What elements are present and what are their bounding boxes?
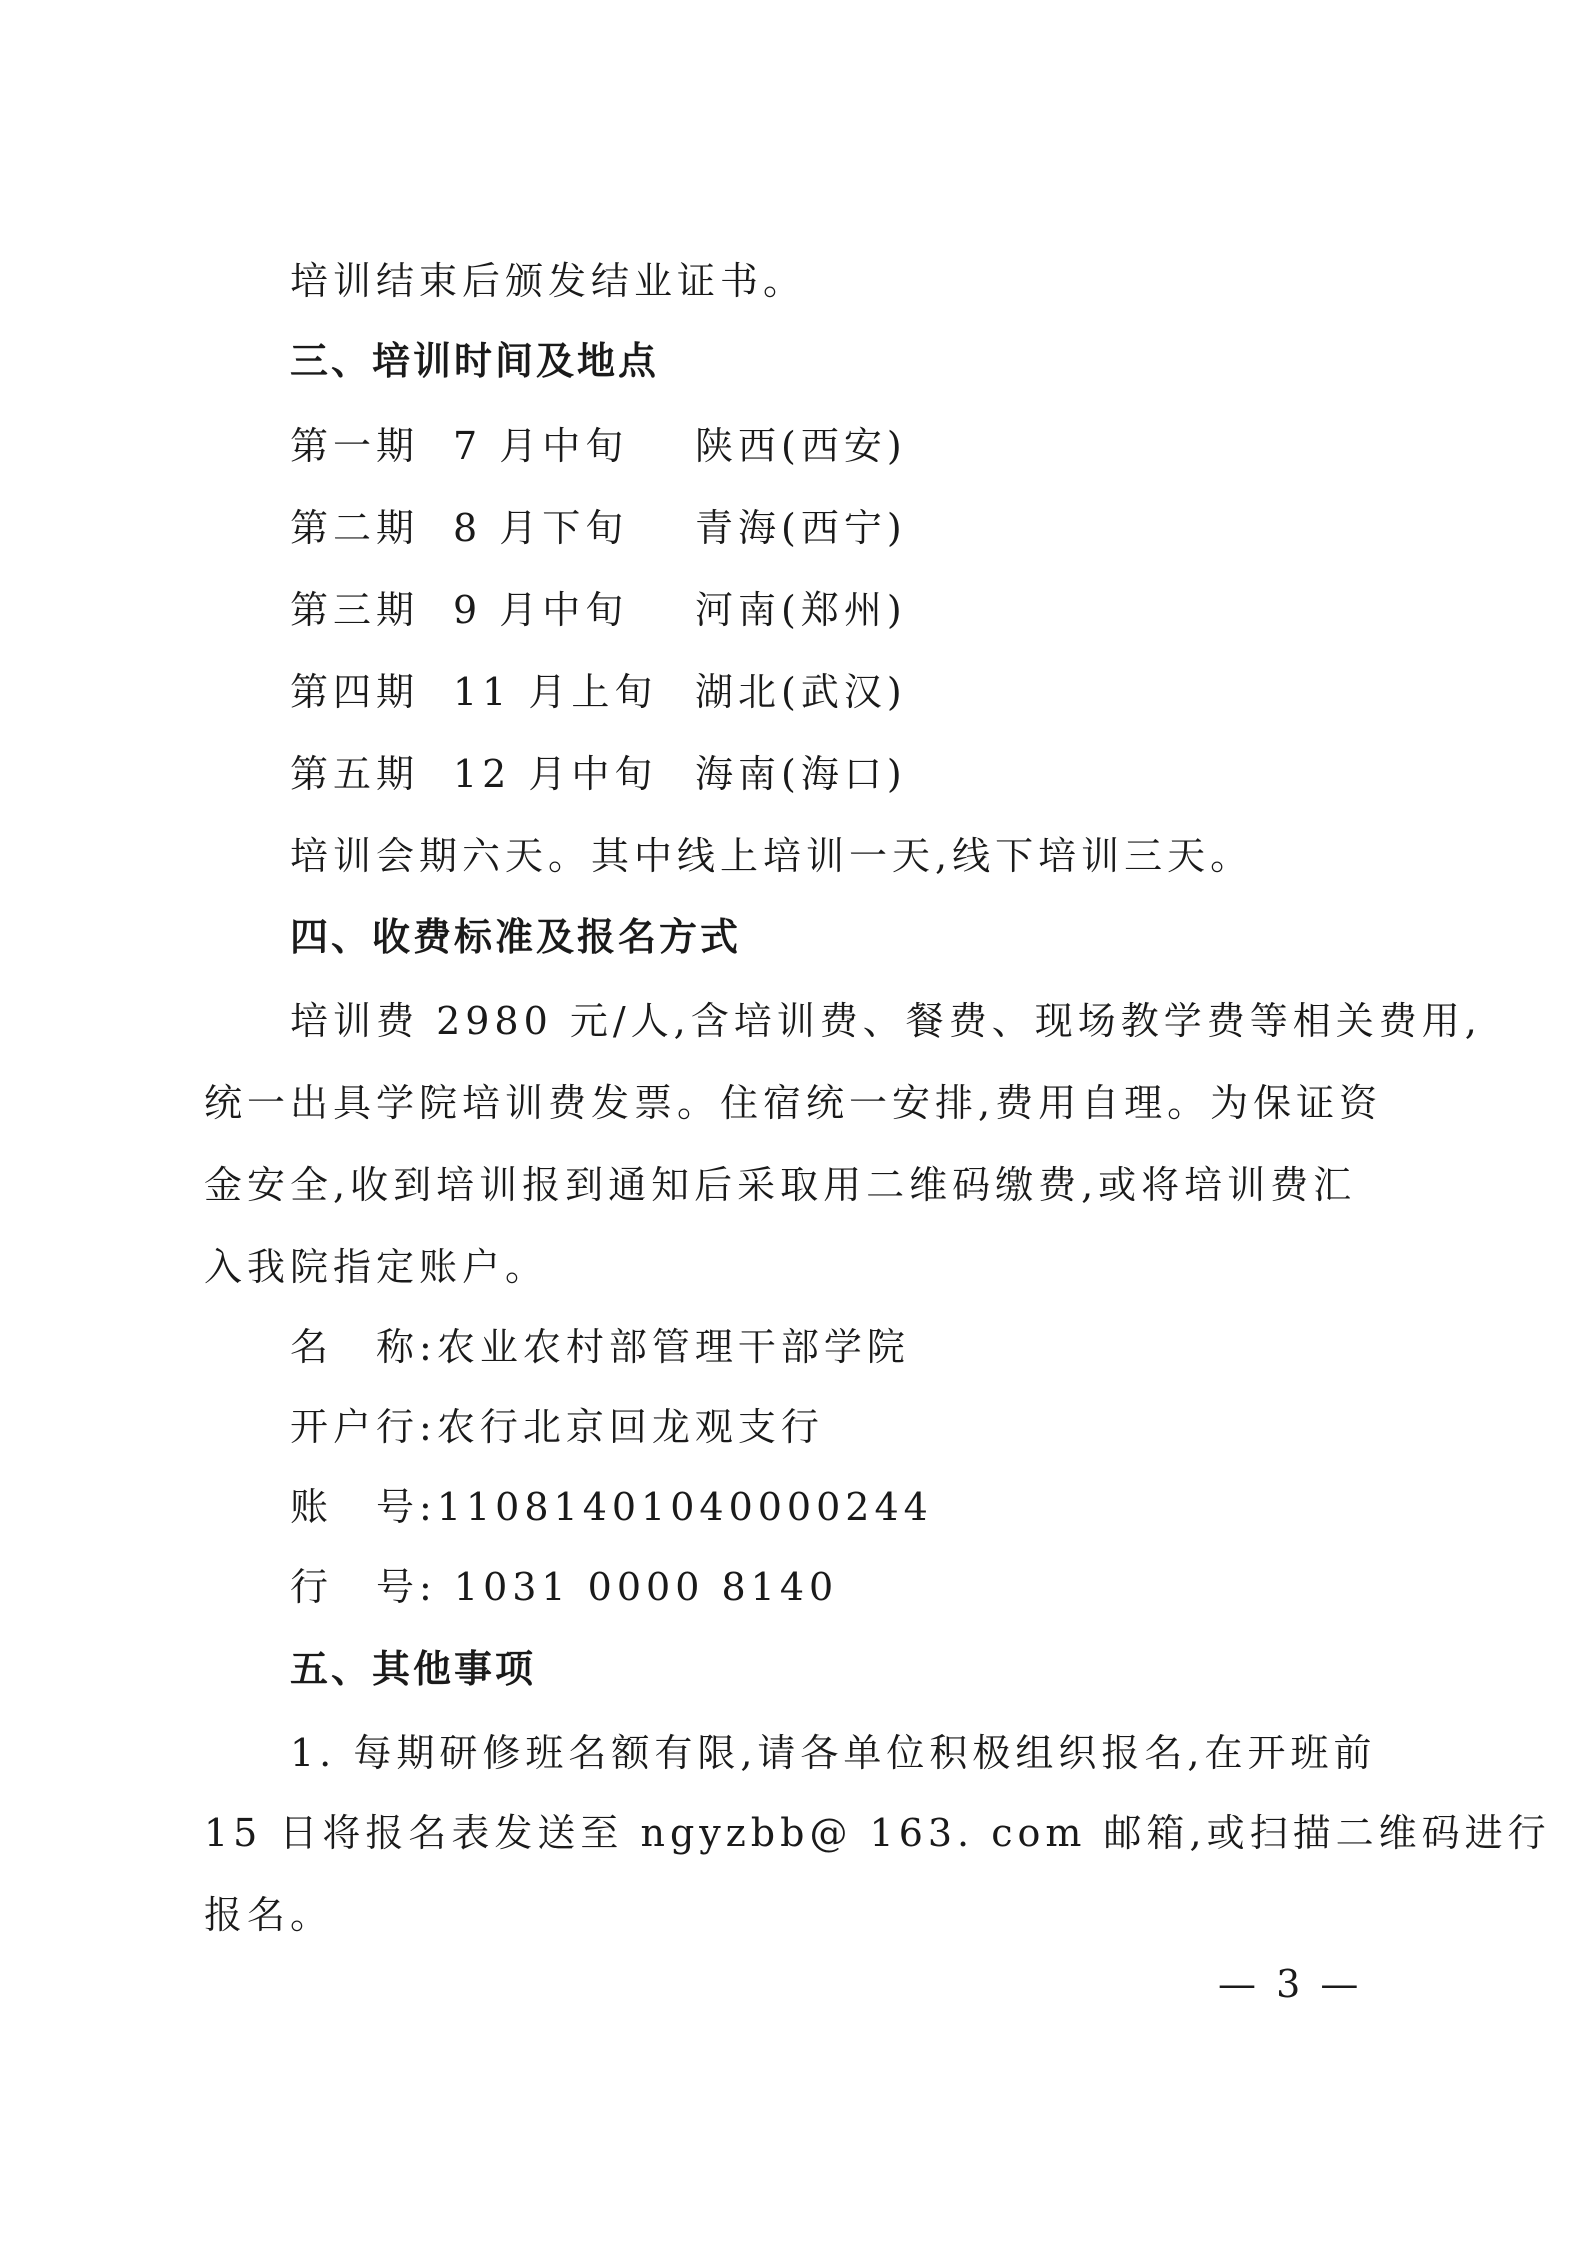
schedule-row — [0, 424, 1589, 471]
fee-paragraph-line: 统一出具学院培训费发票。住宿统一安排,费用自理。为保证资 — [204, 1081, 1383, 1125]
fee-paragraph-line: 培训费 2980 元/人,含培训费、餐费、现场教学费等相关费用, — [290, 999, 1482, 1043]
other-item-line: 1. 每期研修班名额有限,请各单位积极组织报名,在开班前 — [290, 1731, 1377, 1775]
bank-code-row — [290, 1565, 839, 1609]
intro-line: 培训结束后颁发结业证书。 — [290, 259, 807, 303]
account-value: 11081401040000244 — [436, 1485, 933, 1529]
schedule-period: 第二期 — [290, 506, 420, 550]
schedule-place: 河南(郑州) — [695, 588, 907, 632]
schedule-place: 湖北(武汉) — [695, 670, 907, 714]
schedule-time: 9 月中旬 — [453, 588, 629, 632]
schedule-row — [0, 588, 1589, 635]
section3-heading: 三、培训时间及地点 — [290, 339, 660, 383]
schedule-time: 12 月中旬 — [453, 752, 658, 796]
schedule-time: 11 月上旬 — [453, 670, 658, 714]
schedule-place: 青海(西宁) — [695, 506, 907, 550]
schedule-place: 陕西(西安) — [695, 424, 907, 468]
account-label: 名 称: — [290, 1325, 437, 1369]
schedule-time: 7 月中旬 — [453, 424, 629, 468]
section4-heading: 四、收费标准及报名方式 — [290, 915, 742, 959]
other-item-line: 报名。 — [204, 1893, 334, 1937]
schedule-period: 第三期 — [290, 588, 420, 632]
account-value: 农业农村部管理干部学院 — [436, 1325, 910, 1369]
section5-heading: 五、其他事项 — [290, 1647, 537, 1691]
schedule-period: 第五期 — [290, 752, 420, 796]
account-label: 行 号: — [290, 1565, 437, 1609]
schedule-row — [0, 752, 1589, 799]
account-bank-row — [290, 1405, 824, 1449]
account-label: 账 号: — [290, 1485, 437, 1529]
fee-paragraph-line: 金安全,收到培训报到通知后采取用二维码缴费,或将培训费汇 — [204, 1163, 1357, 1207]
account-number-row — [290, 1485, 933, 1529]
page-number: — 3 — — [1218, 1962, 1363, 2006]
schedule-period: 第一期 — [290, 424, 420, 468]
account-value: 1031 0000 8140 — [436, 1565, 839, 1609]
schedule-period: 第四期 — [290, 670, 420, 714]
schedule-row — [0, 506, 1589, 553]
schedule-place: 海南(海口) — [695, 752, 907, 796]
training-duration-note: 培训会期六天。其中线上培训一天,线下培训三天。 — [290, 834, 1254, 878]
account-value: 农行北京回龙观支行 — [436, 1405, 824, 1449]
schedule-time: 8 月下旬 — [453, 506, 629, 550]
other-item-line: 15 日将报名表发送至 ngyzbb@ 163. com 邮箱,或扫描二维码进行 — [204, 1811, 1551, 1855]
account-label: 开户行: — [290, 1405, 437, 1449]
account-name-row — [290, 1325, 910, 1369]
fee-paragraph-line: 入我院指定账户。 — [204, 1245, 549, 1289]
schedule-row — [0, 670, 1589, 717]
